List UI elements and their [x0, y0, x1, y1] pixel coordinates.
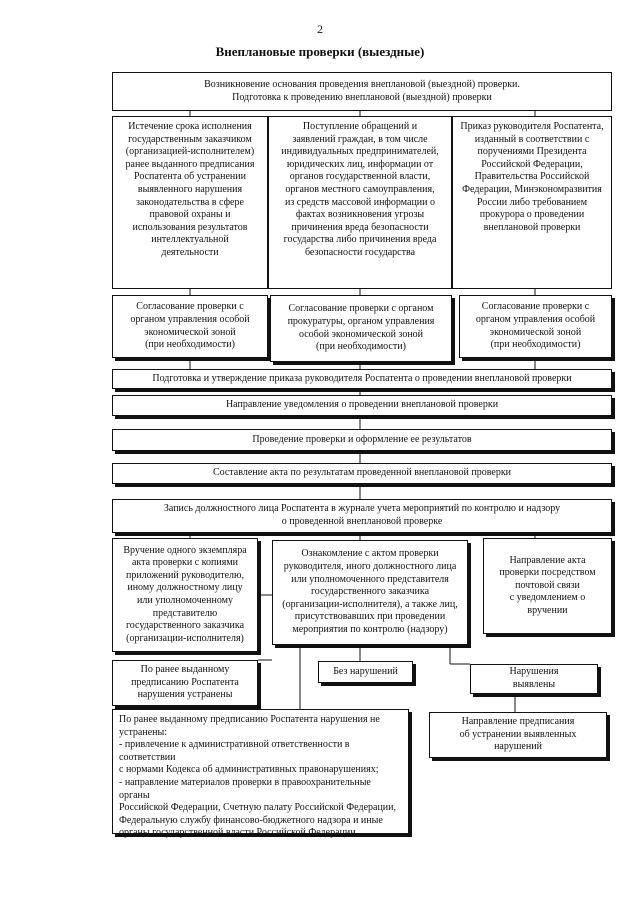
page-number: 2: [317, 22, 323, 36]
ground-order-box: Приказ руководителя Роспатента, изданный в соответствии с поручениями Президента Российской Федерации, Правительства Российской Федерации, Минэкономразвития России либо требованием прокурора о проведении внеплановой проверки: [452, 116, 612, 289]
ground-deadline-box: Истечение срока исполнения государственным заказчиком (организацией-исполнителем) ранее выданного предписания Роспатента об устранении выявленного нарушения законодательства в сфере правовой охраны и использования результатов интеллектуальной деятельности: [112, 116, 268, 289]
agree-oez-box-1: Согласование проверки с органом управления особой экономической зоной (при необходимости): [112, 295, 268, 358]
violations-found-box: Нарушения выявлены: [470, 664, 598, 694]
prescription-box: Направление предписания об устранении выявленных нарушений: [429, 712, 607, 758]
no-violation-box: Без нарушений: [318, 661, 413, 683]
basis-box: Возникновение основания проведения внеплановой (выездной) проверки. Подготовка к проведению внеплановой (выездной) проверки: [112, 72, 612, 111]
conduct-box: Проведение проверки и оформление ее результатов: [112, 429, 612, 451]
agree-oez-box-2: Согласование проверки с органом управления особой экономической зоной (при необходимости): [459, 295, 612, 358]
record-box: Запись должностного лица Роспатента в журнале учета мероприятий по контролю и надзору о проведенной внеплановой проверке: [112, 499, 612, 533]
fixed-box: По ранее выданному предписанию Роспатента нарушения устранены: [112, 660, 258, 706]
notice-box: Направление уведомления о проведении внеплановой проверки: [112, 395, 612, 416]
agree-prosecutor-box: Согласование проверки с органом прокуратуры, органом управления особой экономической зоной (при необходимости): [270, 295, 452, 362]
mail-box: Направление акта проверки посредством почтовой связи с уведомлением о вручении: [483, 538, 612, 634]
handover-box: Вручение одного экземпляра акта проверки с копиями приложений руководителю, иному должностному лицу или уполномоченному представителю государственного заказчика (организации-исполнителя): [112, 538, 258, 652]
ground-appeals-box: Поступление обращений и заявлений граждан, в том числе индивидуальных предпринимателей, юридических лиц, информации от органов государственной власти, органов местного самоуправления, из средств массовой информации о фактах возникновения угрозы причинения вреда безопасности государства либо причинения вреда безопасности государства: [268, 116, 452, 289]
page-title: Внеплановые проверки (выездные): [215, 44, 425, 59]
familiarization-box: Ознакомление с актом проверки руководителя, иного должностного лица или уполномоченного представителя государственного заказчика (организации-исполнителя), а также лиц, присутствовавших при проведении мероприятия по контролю (надзору): [272, 540, 468, 645]
act-box: Составление акта по результатам проведенной внеплановой проверки: [112, 463, 612, 484]
not-fixed-box: По ранее выданному предписанию Роспатента нарушения не устранены: - привлечение к административной ответственности в соответствии с нормами Кодекса об административных правонарушениях; - направление материалов проверки в правоохранительные органы Российской Федерации, Счетную палату Российской Федерации, Федеральную службу финансово-бюджетного надзора и иные органы государственной власти Российской Федерации: [112, 709, 409, 834]
order-box: Подготовка и утверждение приказа руководителя Роспатента о проведении внеплановой проверки: [112, 369, 612, 389]
